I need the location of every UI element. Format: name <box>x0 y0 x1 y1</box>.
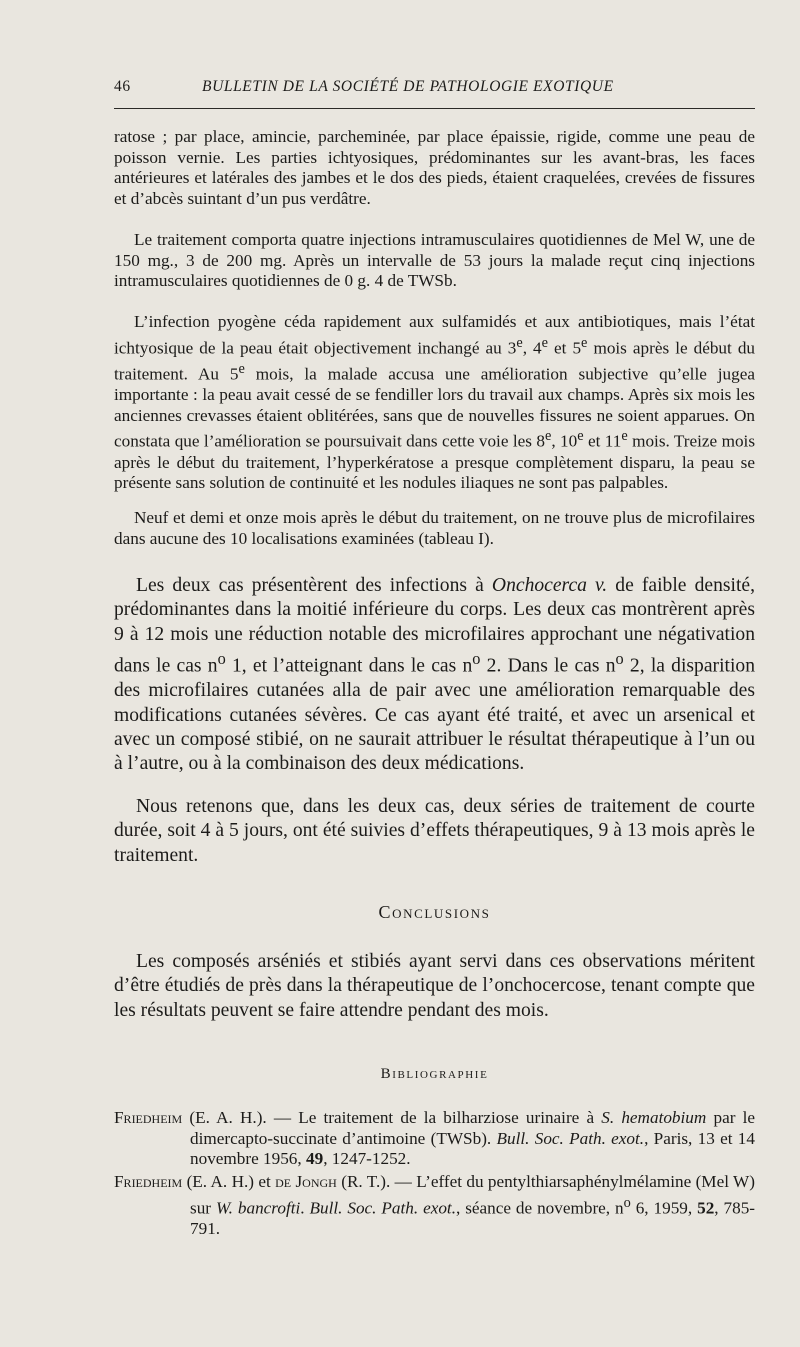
paragraph-microfilariae: Neuf et demi et onze mois après le début du traitement, on ne trouve plus de microfilaires dans aucune des 10 localisations examinées (tableau I). <box>114 508 755 548</box>
paragraph-retain: Nous retenons que, dans les deux cas, deux séries de traitement de courte durée, soit 4 à 5 jours, ont été suivies d’effets thérapeutiques, 9 à 13 mois après le traitement. <box>114 796 755 866</box>
reference-1: Friedheim (E. A. H.). — Le traitement de la bilharziose urinaire à S. hematobium par le dimercapto-succinate d’antimoine (TWSb). Bull. Soc. Path. exot., Paris, 13 et 14 novembre 1956, 49, 1247-1252. <box>114 1108 755 1169</box>
bibliography-title: Bibliographie <box>380 1066 489 1082</box>
header-rule <box>114 108 755 109</box>
paragraph-evolution: L’infection pyogène céda rapidement aux sulfamidés et aux antibiotiques, mais l’état ichtyosique de la peau était objectivement inchangé au 3e, 4e et 5e mois après le début du traitement. Au 5e mois, la malade accusa une amélioration subjective qu’elle jugea importante : la peau avait cessé de se fendiller lors du travail aux champs. Après six mois les anciennes crevasses étaient oblitérées, sans que de nouvelles fissures ne soient apparues. On constata que l’amélioration se poursuivait dans cette voie les 8e, 10e et 11e mois. Treize mois après le début du traitement, l’hyperkératose a presque complètement disparu, la peau se présente sans solution de continuité et les nodules iliaques ne sont pas palpables. <box>114 312 756 493</box>
conclusions-title: Conclusions <box>378 902 491 922</box>
journal-title: BULLETIN DE LA SOCIÉTÉ DE PATHOLOGIE EXOTIQUE <box>202 78 614 95</box>
paragraph-treatment: Le traitement comporta quatre injections intramusculaires quotidiennes de Mel W, une de 150 mg., 3 de 200 mg. Après un intervalle de 53 jours la malade reçut cinq injections intramusculaires quotidiennes de 0 g. 4 de TWSb. <box>114 230 755 291</box>
conclusions-text: Les composés arséniés et stibiés ayant servi dans ces observations méritent d’être étudiés de près dans la thérapeutique de l’onchocercose, tenant compte que les résultats peuvent se faire attendre pendant des mois. <box>114 951 755 1021</box>
paragraph-two-cases: Les deux cas présentèrent des infections à Onchocerca v. de faible densité, prédominantes dans la moitié inférieure du corps. Les deux cas montrèrent après 9 à 12 mois une réduction notable des microfilaires approchant une négativation dans le cas $n^o$ 1, et l’atteignant dans le cas $n^o$ 2. Dans le cas $n^o$ 2, la disparition des microfilaires cutanées alla de pair avec une amélioration remarquable des modifications cutanées sévères. Ce cas ayant été traité, et avec un arsenical et avec un composé stibié, on ne saurait attribuer le résultat thérapeutique à l’un ou à l’autre, ou à la combinaison des deux médications. <box>114 575 755 775</box>
page-number: 46 <box>114 78 131 95</box>
paragraph-ichthyosis: ratose ; par place, amincie, parcheminée, par place épaissie, rigide, comme une peau de poisson vernie. Les parties ichtyosiques, prédominantes sur les avant-bras, les faces antérieures et latérales des jambes et le dos des pieds, étaient craquelées, crevées de fissures et d’abcès suintant d’un pus verdâtre. <box>114 127 755 208</box>
reference-2: Friedheim (E. A. H.) et de Jongh (R. T.). — L’effet du pentylthiarsaphénylmélamine (Mel W) sur W. bancrofti. Bull. Soc. Path. exot., séance de novembre, $n^o$ 6, 1959, 52, 785-791. <box>114 1172 756 1238</box>
